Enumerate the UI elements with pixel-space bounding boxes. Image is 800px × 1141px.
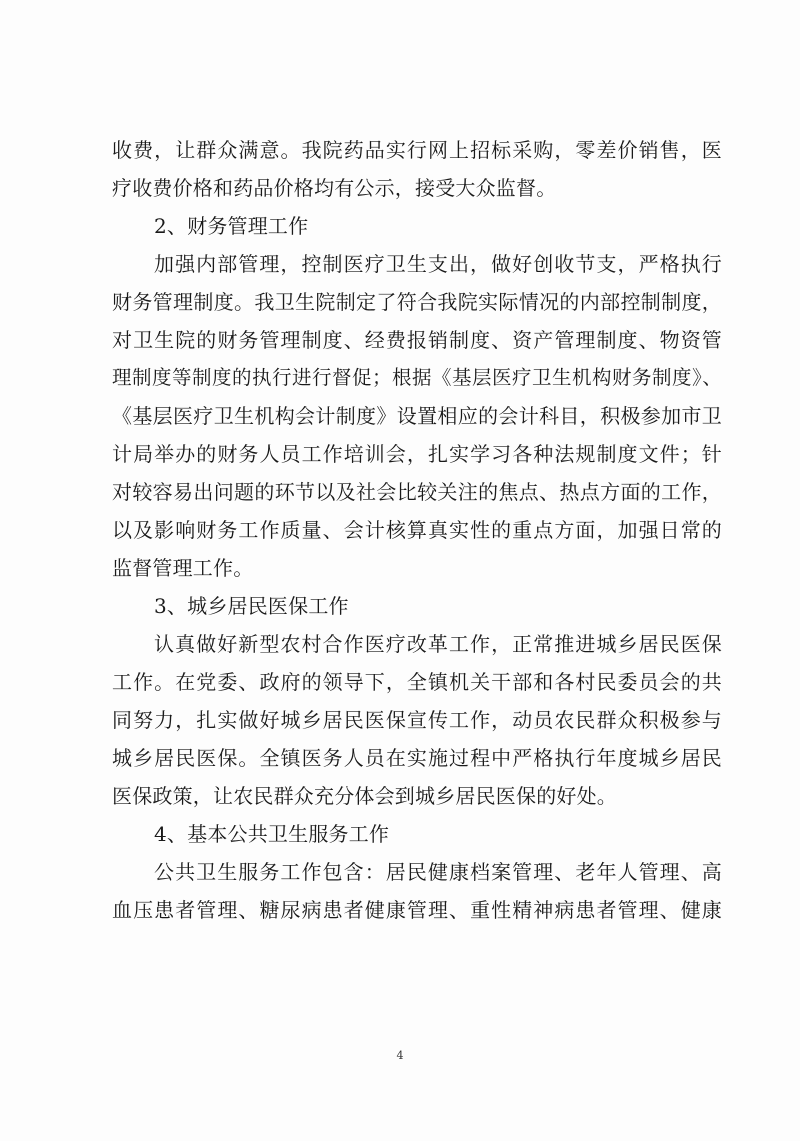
document-body bbox=[112, 131, 722, 929]
text-line: 对卫生院的财务管理制度、经费报销制度、资产管理制度、物资管 bbox=[112, 328, 722, 352]
text-line: 加强内部管理，控制医疗卫生支出，做好创收节支，严格执行 bbox=[154, 252, 722, 276]
section-heading: 4、基本公共卫生服务工作 bbox=[154, 822, 390, 846]
page-number: 4 bbox=[396, 1049, 404, 1062]
text-line: 收费，让群众满意。我院药品实行网上招标采购，零差价销售，医 bbox=[112, 138, 722, 162]
text-line: 医保政策，让农民群众充分体会到城乡居民医保的好处。 bbox=[112, 784, 617, 808]
text-line: 血压患者管理、糖尿病患者健康管理、重性精神病患者管理、健康 bbox=[112, 898, 722, 922]
text-line: 公共卫生服务工作包含：居民健康档案管理、老年人管理、高 bbox=[154, 860, 722, 884]
section-heading: 3、城乡居民医保工作 bbox=[154, 594, 349, 618]
text-line: 工作。在党委、政府的领导下，全镇机关干部和各村民委员会的共 bbox=[112, 670, 722, 694]
text-line: 同努力，扎实做好城乡居民医保宣传工作，动员农民群众积极参与 bbox=[112, 708, 722, 732]
section-heading: 2、财务管理工作 bbox=[154, 214, 309, 238]
text-line: 认真做好新型农村合作医疗改革工作，正常推进城乡居民医保 bbox=[154, 632, 722, 656]
text-line: 以及影响财务工作质量、会计核算真实性的重点方面，加强日常的 bbox=[112, 518, 722, 542]
text-line: 计局举办的财务人员工作培训会，扎实学习各种法规制度文件；针 bbox=[112, 442, 722, 466]
text-line: 理制度等制度的执行进行督促；根据《基层医疗卫生机构财务制度》、 bbox=[112, 366, 722, 389]
text-line: 城乡居民医保。全镇医务人员在实施过程中严格执行年度城乡居民 bbox=[112, 746, 722, 770]
text-line: 财务管理制度。我卫生院制定了符合我院实际情况的内部控制制度， bbox=[112, 290, 722, 314]
text-line: 监督管理工作。 bbox=[112, 556, 254, 580]
text-line: 对较容易出问题的环节以及社会比较关注的焦点、热点方面的工作， bbox=[112, 480, 722, 504]
text-line: 《基层医疗卫生机构会计制度》设置相应的会计科目，积极参加市卫 bbox=[112, 404, 722, 428]
text-line: 疗收费价格和药品价格均有公示，接受大众监督。 bbox=[112, 176, 557, 200]
